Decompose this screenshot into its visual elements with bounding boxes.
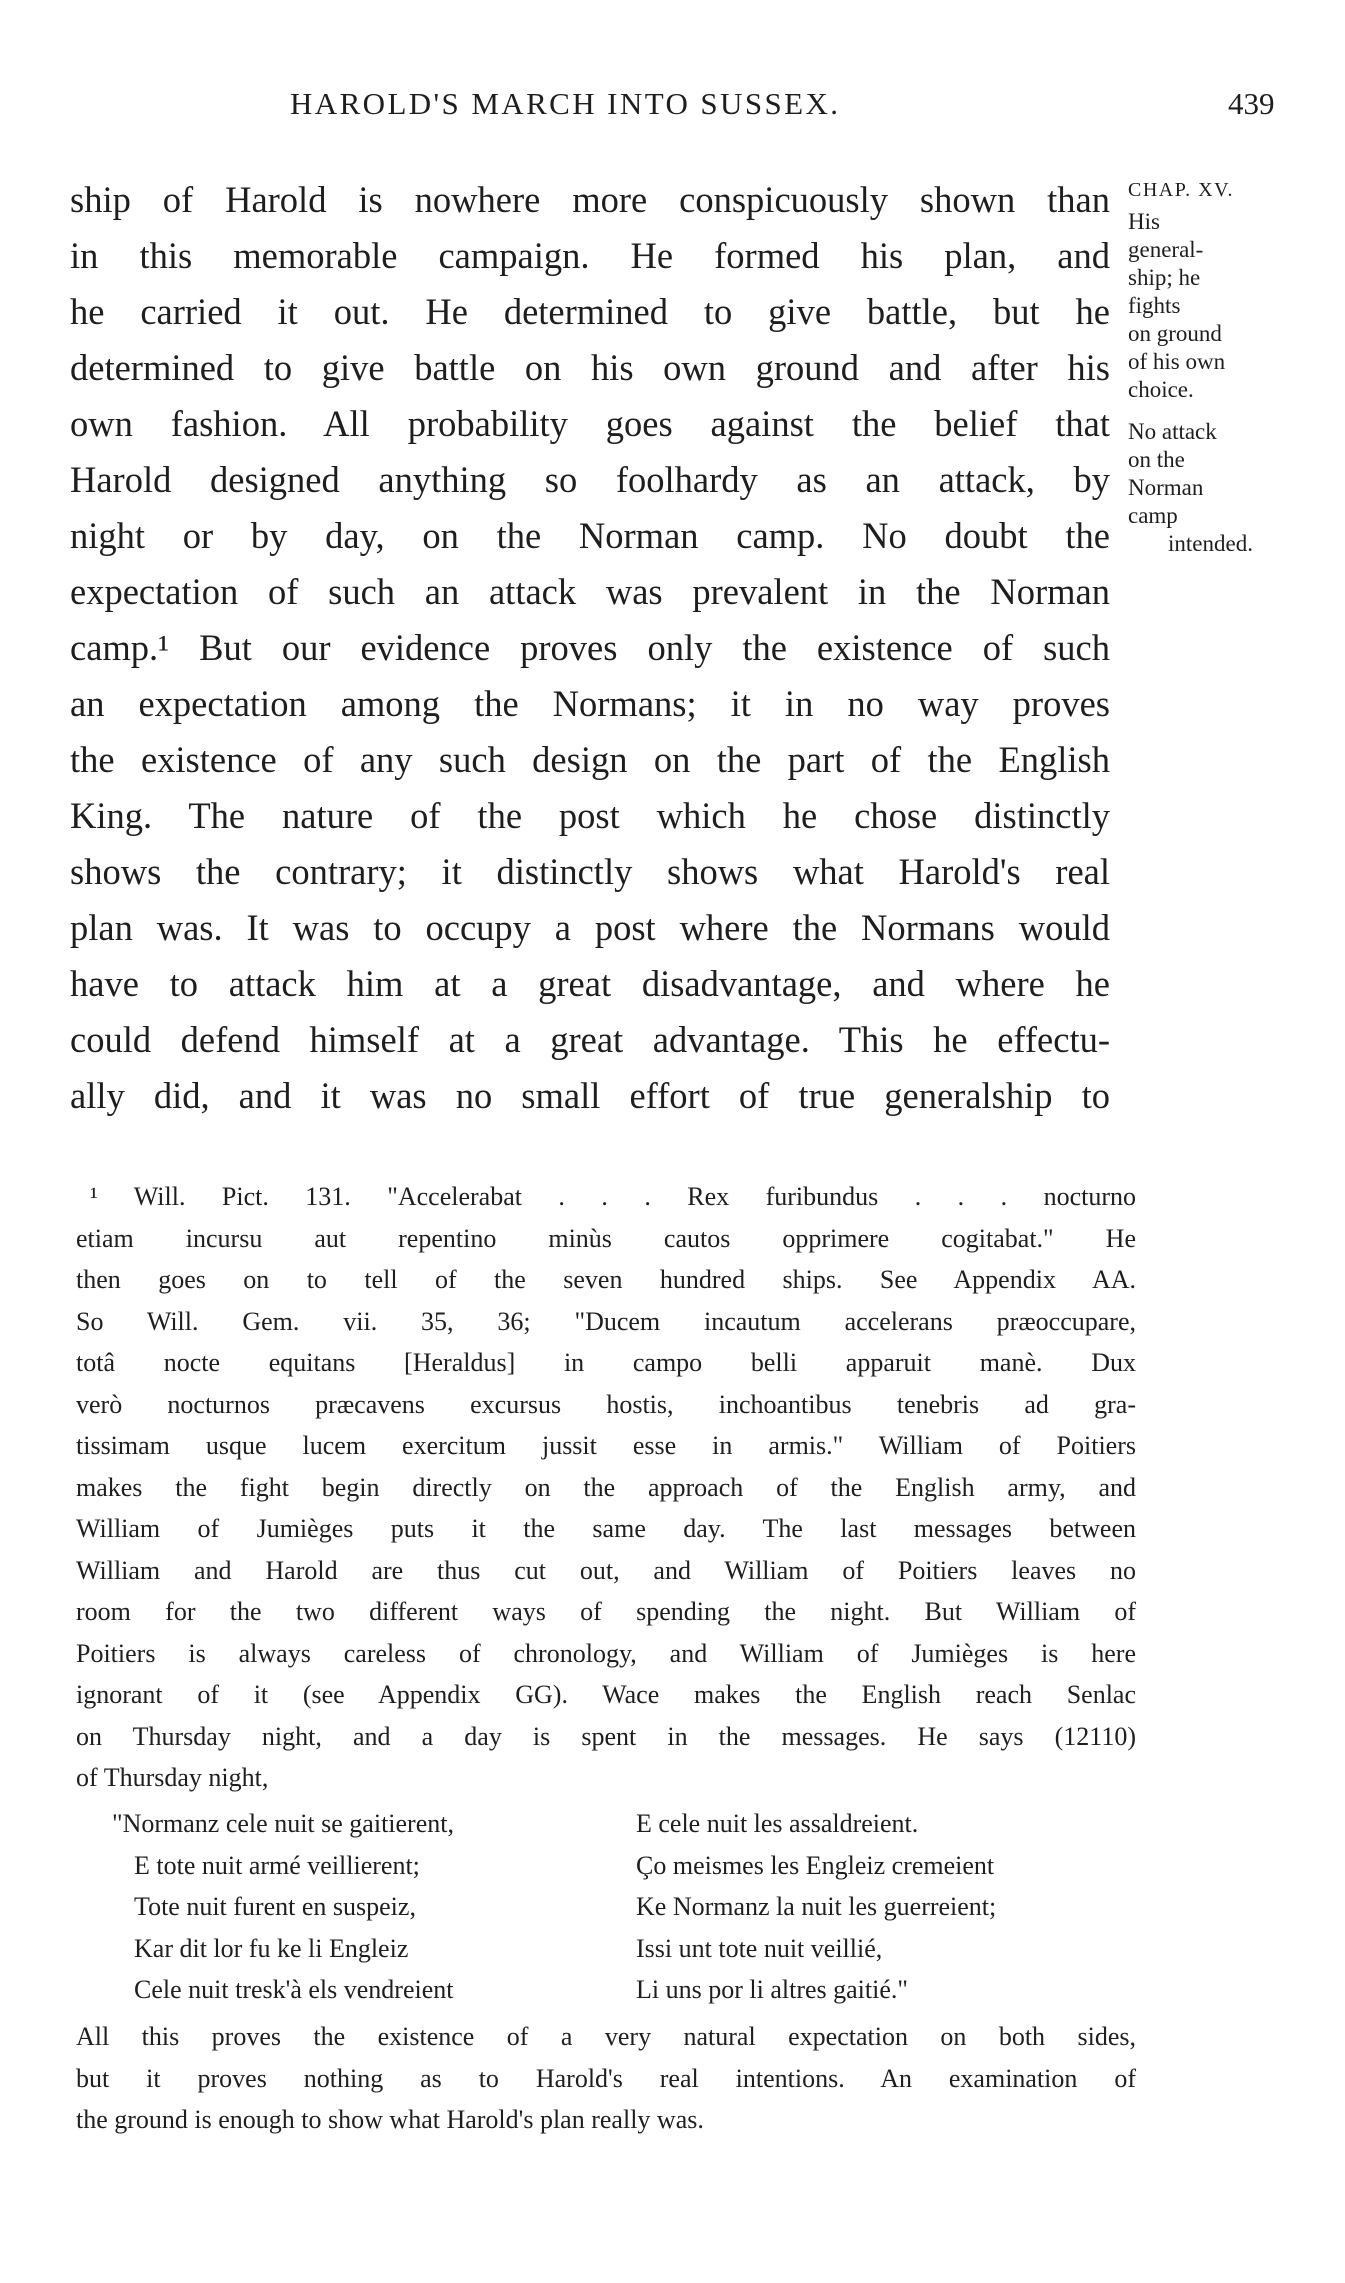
body-line: could defend himself at a great advantage. This he effectu- xyxy=(70,1019,1110,1060)
footnote-line: All this proves the existence of a very natural expectation on both sides, xyxy=(76,2022,1136,2051)
footnote-line: William of Jumièges puts it the same day. The last messages between xyxy=(76,1514,1136,1543)
body-line: have to attack him at a great disadvantage, and where he xyxy=(70,963,1110,1004)
verse-line-right: Ço meismes les Engleiz cremeient xyxy=(636,1850,995,1880)
page-number: 439 xyxy=(1228,86,1275,121)
verse-line-left: E tote nuit armé veillierent; xyxy=(134,1850,420,1880)
body-line: an expectation among the Normans; it in no way proves xyxy=(70,683,1110,724)
footnote-line: etiam incursu aut repentino minùs cautos opprimere cogitabat." He xyxy=(76,1223,1136,1253)
verse-line-left: Tote nuit furent en suspeiz, xyxy=(134,1892,416,1921)
running-head-title: HAROLD'S MARCH INTO SUSSEX. xyxy=(290,86,841,121)
footnote-line: of Thursday night, xyxy=(76,1763,269,1792)
verse-line-right: E cele nuit les assaldreient. xyxy=(636,1809,919,1838)
verse-line-right: Li uns por li altres gaitié." xyxy=(636,1975,908,2004)
footnote-line: ¹ Will. Pict. 131. "Accelerabat . . . Rex furibundus . . . nocturno xyxy=(90,1182,1136,1211)
footnote-line: verò nocturnos præcavens excursus hostis, inchoantibus tenebris ad gra- xyxy=(76,1389,1136,1419)
verse-row xyxy=(112,1969,1152,2011)
marginal-notes xyxy=(1128,176,1338,558)
verse-row xyxy=(112,1845,1152,1887)
footnote-line: but it proves nothing as to Harold's real intentions. An examination of xyxy=(76,2063,1136,2093)
marginal-note-line: choice. xyxy=(1128,377,1194,402)
body-line: expectation of such an attack was prevalent in the Norman xyxy=(70,571,1110,612)
body-line: King. The nature of the post which he chose distinctly xyxy=(70,795,1110,836)
footnote-conclusion xyxy=(76,2016,1136,2141)
marginal-note-line: general- xyxy=(1128,237,1204,262)
footnote-line: So Will. Gem. vii. 35, 36; "Ducem incautum accelerans præoccupare, xyxy=(76,1306,1136,1336)
verse-row xyxy=(112,1803,1152,1845)
body-line: plan was. It was to occupy a post where the Normans would xyxy=(70,907,1110,948)
footnote-line: makes the fight begin directly on the approach of the English army, and xyxy=(76,1472,1136,1502)
body-line: determined to give battle on his own ground and after his xyxy=(70,347,1110,388)
footnote-line: Poitiers is always careless of chronology, and William of Jumièges is here xyxy=(76,1638,1136,1668)
body-line: own fashion. All probability goes against the belief that xyxy=(70,403,1110,444)
marginal-note-line: of his own xyxy=(1128,349,1226,374)
verse-row xyxy=(112,1886,1152,1928)
marginal-note-line: intended. xyxy=(1168,531,1253,556)
marginal-note-line: on ground xyxy=(1128,321,1222,346)
footnote-line: tissimam usque lucem exercitum jussit esse in armis." William of Poitiers xyxy=(76,1431,1136,1460)
footnote xyxy=(76,1176,1136,1799)
marginal-note-line: ship; he xyxy=(1128,265,1201,290)
footnote-line: totâ nocte equitans [Heraldus] in campo belli apparuit manè. Dux xyxy=(76,1348,1136,1377)
verse-quotation xyxy=(112,1803,1152,2011)
marginal-note-line: on the xyxy=(1128,447,1185,472)
verse-line-right: Ke Normanz la nuit les guerreient; xyxy=(636,1892,997,1921)
footnote-line: then goes on to tell of the seven hundred ships. See Appendix AA. xyxy=(76,1265,1136,1294)
body-line: in this memorable campaign. He formed his plan, and xyxy=(70,235,1110,276)
footnote-line: ignorant of it (see Appendix GG). Wace makes the English reach Senlac xyxy=(76,1680,1136,1709)
verse-line-left: Kar dit lor fu ke li Engleiz xyxy=(134,1933,409,1963)
marginal-note-line: camp xyxy=(1128,503,1178,528)
verse-line-left: "Normanz cele nuit se gaitierent, xyxy=(112,1809,454,1838)
body-line: ship of Harold is nowhere more conspicuously shown than xyxy=(70,179,1110,220)
footnote-line: William and Harold are thus cut out, and William of Poitiers leaves no xyxy=(76,1555,1136,1585)
marginal-note-line: His xyxy=(1128,209,1160,234)
chapter-label: CHAP. XV. xyxy=(1128,179,1234,201)
footnote-line: room for the two different ways of spending the night. But William of xyxy=(76,1597,1136,1626)
verse-line-right: Issi unt tote nuit veillié, xyxy=(636,1933,883,1963)
main-text xyxy=(70,172,1110,1124)
verse-row xyxy=(112,1928,1152,1970)
marginal-note-line: Norman xyxy=(1128,475,1204,500)
body-line: camp.¹ But our evidence proves only the existence of such xyxy=(70,627,1110,668)
verse-line-left: Cele nuit tresk'à els vendreient xyxy=(134,1975,454,2004)
body-line: ally did, and it was no small effort of true generalship to xyxy=(70,1075,1110,1116)
body-line: shows the contrary; it distinctly shows what Harold's real xyxy=(70,851,1110,892)
running-head xyxy=(0,86,1345,132)
body-line: night or by day, on the Norman camp. No doubt the xyxy=(70,515,1110,556)
marginal-note-line: No attack xyxy=(1128,419,1217,444)
footnote-line: on Thursday night, and a day is spent in the messages. He says (12110) xyxy=(76,1721,1136,1751)
marginal-note-line: fights xyxy=(1128,293,1181,318)
body-line: Harold designed anything so foolhardy as an attack, by xyxy=(70,459,1110,500)
body-line: he carried it out. He determined to give battle, but he xyxy=(70,291,1110,332)
body-line: the existence of any such design on the part of the English xyxy=(70,739,1110,780)
footnote-line: the ground is enough to show what Harold's plan really was. xyxy=(76,2105,704,2134)
